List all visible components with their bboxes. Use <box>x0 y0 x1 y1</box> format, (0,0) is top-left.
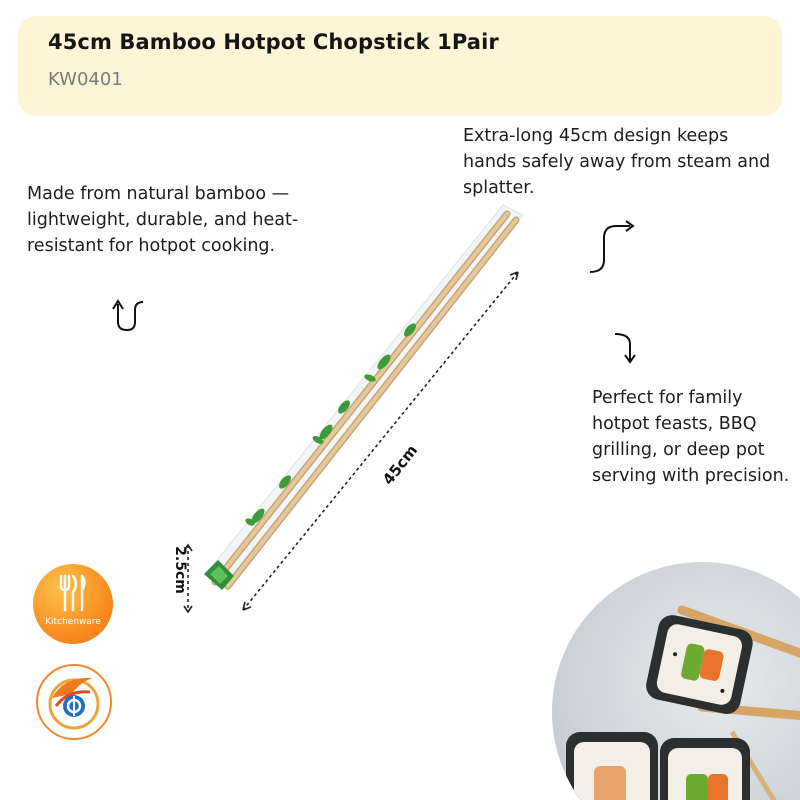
product-sku: KW0401 <box>48 69 123 90</box>
product-title: 45cm Bamboo Hotpot Chopstick 1Pair <box>48 30 499 54</box>
cutlery-icon <box>33 572 113 616</box>
length-dimension-line <box>243 272 518 610</box>
length-label: 45cm <box>378 441 422 489</box>
feature-usage: Perfect for family hotpot feasts, BBQ grilling, or deep pot serving with precision. <box>592 388 790 486</box>
kitchenware-label: Kitchenware <box>45 617 101 627</box>
feature-material: Made from natural bamboo — lightweight, durable, and heat-resistant for hotpot cooking. <box>27 184 299 256</box>
brand-logo-icon <box>38 666 110 738</box>
brand-logo-badge <box>36 664 112 740</box>
width-label: 2.5cm <box>172 546 188 594</box>
kitchenware-badge <box>33 564 113 644</box>
feature-length: Extra-long 45cm design keeps hands safely away from steam and splatter. <box>463 126 771 198</box>
